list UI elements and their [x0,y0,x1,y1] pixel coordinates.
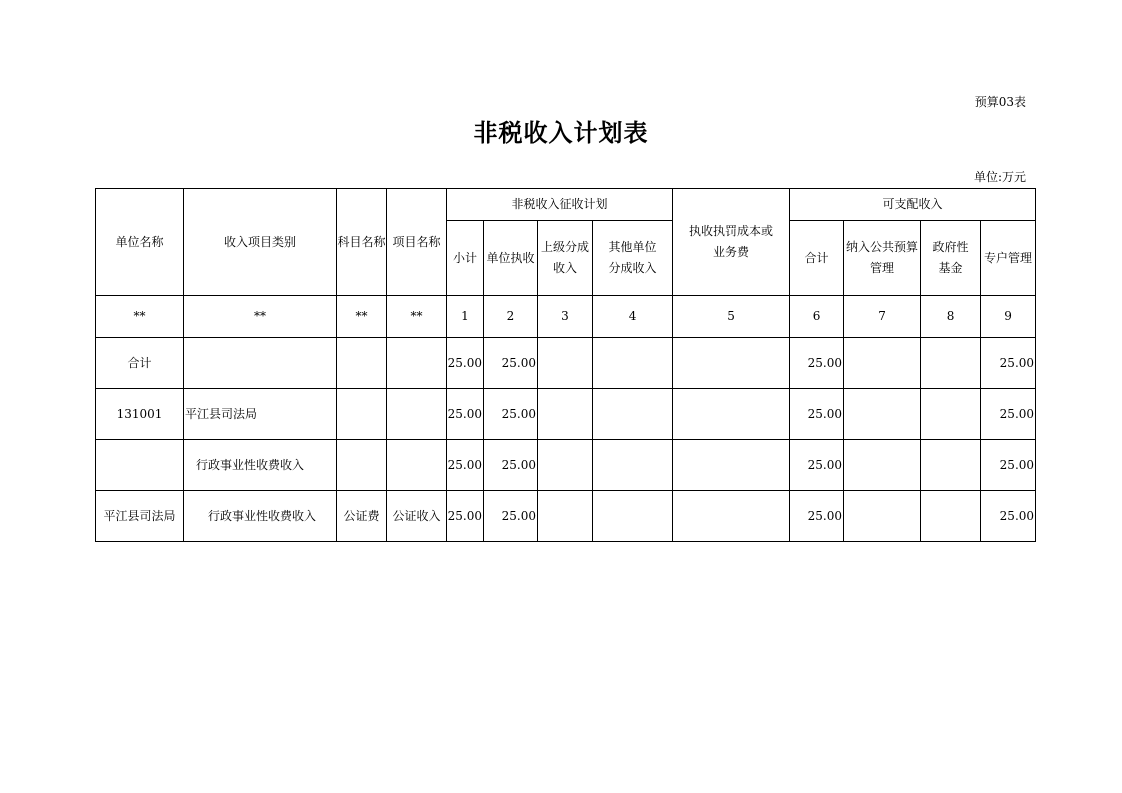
non-tax-income-table [95,188,1036,542]
table-row [96,389,1036,440]
header-special-account: 专户管理 [981,221,1036,296]
cell-other-share [593,491,673,542]
index-cell: 7 [844,296,921,338]
cell-enforcement-cost [673,389,790,440]
cell-unit-collect: 25.00 [484,338,538,389]
table-row [96,491,1036,542]
header-subject-name: 科目名称 [337,189,387,296]
cell-gov-fund [921,440,981,491]
cell-subtotal: 25.00 [447,491,484,542]
cell-other-share [593,338,673,389]
unit-label: 单位:万元 [973,170,1026,184]
cell-unit-collect: 25.00 [484,491,538,542]
cell-total: 25.00 [790,440,844,491]
cell-subject-name [337,389,387,440]
header-total: 合计 [790,221,844,296]
cell-superior-share [538,440,593,491]
cell-item-name: 公证收入 [387,491,447,542]
header-gov-fund: 政府性基金 [921,221,981,296]
cell-subject-name [337,440,387,491]
cell-special-account: 25.00 [981,389,1036,440]
cell-enforcement-cost [673,491,790,542]
index-cell: 3 [538,296,593,338]
index-cell: 1 [447,296,484,338]
form-code: 预算03表 [974,95,1026,109]
cell-other-share [593,440,673,491]
cell-public-budget [844,338,921,389]
index-cell: ** [184,296,337,338]
index-cell: 4 [593,296,673,338]
cell-unit-name: 平江县司法局 [96,491,184,542]
index-cell: 8 [921,296,981,338]
cell-superior-share [538,338,593,389]
index-cell: 6 [790,296,844,338]
cell-unit-collect: 25.00 [484,389,538,440]
header-other-share: 其他单位分成收入 [593,221,673,296]
cell-enforcement-cost [673,440,790,491]
cell-gov-fund [921,491,981,542]
cell-total: 25.00 [790,389,844,440]
cell-superior-share [538,491,593,542]
cell-public-budget [844,440,921,491]
cell-income-category: 行政事业性收费收入 [184,440,337,491]
table-row [96,440,1036,491]
cell-special-account: 25.00 [981,440,1036,491]
cell-gov-fund [921,389,981,440]
table-row-total [96,338,1036,389]
cell-superior-share [538,389,593,440]
header-superior-share: 上级分成收入 [538,221,593,296]
cell-income-category: 平江县司法局 [184,389,337,440]
cell-unit-name: 131001 [96,389,184,440]
cell-other-share [593,389,673,440]
cell-public-budget [844,491,921,542]
cell-special-account: 25.00 [981,491,1036,542]
cell-income-category [184,338,337,389]
cell-subject-name [337,338,387,389]
cell-income-category: 行政事业性收费收入 [184,491,337,542]
cell-subtotal: 25.00 [447,338,484,389]
header-item-name: 项目名称 [387,189,447,296]
cell-subject-name: 公证费 [337,491,387,542]
header-disposable-income: 可支配收入 [790,189,1036,221]
cell-special-account: 25.00 [981,338,1036,389]
header-unit-name: 单位名称 [96,189,184,296]
index-cell: 2 [484,296,538,338]
header-income-category: 收入项目类别 [184,189,337,296]
cell-subtotal: 25.00 [447,389,484,440]
index-cell: 9 [981,296,1036,338]
header-collection-plan: 非税收入征收计划 [447,189,673,221]
header-enforcement-cost: 执收执罚成本或业务费 [673,189,790,296]
cell-gov-fund [921,338,981,389]
cell-public-budget [844,389,921,440]
cell-item-name [387,440,447,491]
cell-enforcement-cost [673,338,790,389]
cell-total: 25.00 [790,491,844,542]
cell-unit-name [96,440,184,491]
index-cell: ** [96,296,184,338]
cell-unit-name: 合计 [96,338,184,389]
cell-item-name [387,338,447,389]
cell-total: 25.00 [790,338,844,389]
header-unit-collect: 单位执收 [484,221,538,296]
index-cell: ** [387,296,447,338]
index-cell: ** [337,296,387,338]
page-title: 非税收入计划表 [473,119,649,147]
header-public-budget: 纳入公共预算管理 [844,221,921,296]
header-subtotal: 小计 [447,221,484,296]
cell-subtotal: 25.00 [447,440,484,491]
index-cell: 5 [673,296,790,338]
cell-unit-collect: 25.00 [484,440,538,491]
cell-item-name [387,389,447,440]
